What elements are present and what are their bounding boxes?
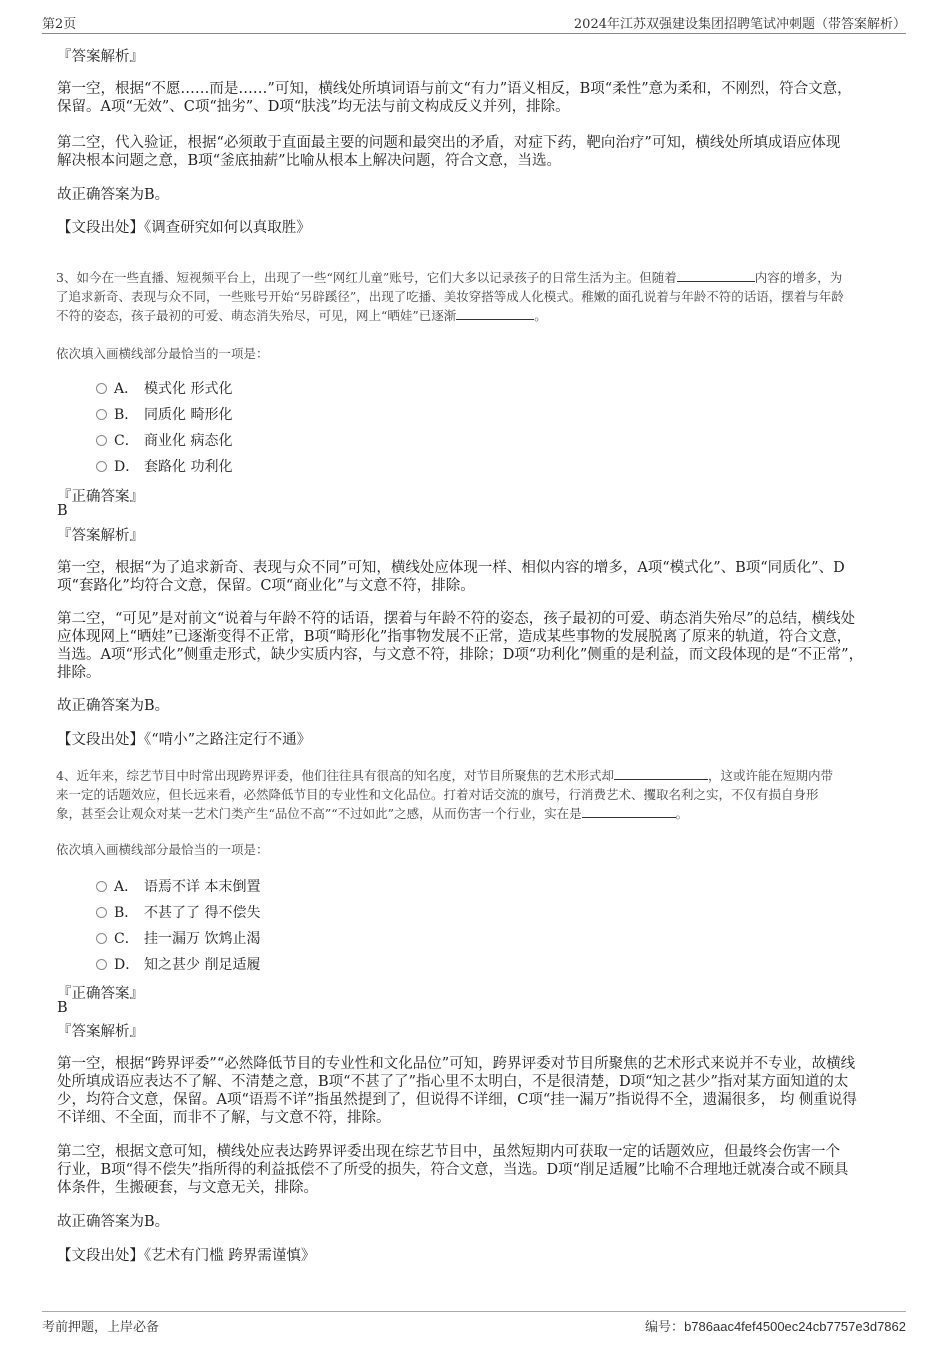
page-footer <box>42 1311 906 1336</box>
q4-correct-label: 『正确答案』 <box>57 986 144 1002</box>
radio-icon[interactable] <box>96 383 107 394</box>
page-header <box>42 11 906 34</box>
q3-conclusion: 故正确答案为B。 <box>57 698 170 714</box>
q4-analysis-para1: 第一空，根据“跨界评委”“必然降低节目的专业性和文化品位”可知，跨界评委对节目所聚焦的艺术形式来说并不专业，故横线 处所填成语应表达不了解、不清楚之意，B项“不甚了了”指心里不太明白，不是很清楚，D项“知之甚少”指对某方面知道的太 少，均符合文意，保留。A项“语焉不详”指虽然提到了，但说得不详细，C项“挂一漏万”指说得不全，遗漏很多， 均 侧重说得 不详细、不全面，而非不了解，与文意不符，排除。 <box>57 1056 857 1126</box>
radio-icon[interactable] <box>96 907 107 918</box>
q4-prompt: 依次填入画横线部分最恰当的一项是： <box>56 842 269 857</box>
q2-source: 【文段出处】《调查研究如何以真取胜》 <box>57 220 311 236</box>
q3-prompt: 依次填入画横线部分最恰当的一项是： <box>56 346 269 361</box>
q4-correct-value: B <box>57 1000 68 1016</box>
radio-icon[interactable] <box>96 461 107 472</box>
radio-icon[interactable] <box>96 933 107 944</box>
q3-correct-label: 『正确答案』 <box>57 489 144 505</box>
blank-1 <box>614 767 708 780</box>
q4-analysis-label: 『答案解析』 <box>57 1024 144 1040</box>
q4-stem: 4、近年来，综艺节目中时常出现跨界评委，他们往往具有很高的知名度，对节目所聚焦的艺术形式却 ，这或许能在短期内带 来一定的话题效应，但长远来看，必然降低节目的专业性和文化品位。打着对话交流的旗号，行消费艺术、攫取名利之实，不仅有损自身形 象，甚至会让观众对某一艺术门类产生“品位不高”“不过如此”之感，从而伤害一个行业，实在是 。 <box>56 768 833 821</box>
q4-source: 【文段出处】《艺术有门槛 跨界需谨慎》 <box>57 1248 316 1264</box>
document-code: 编号：b786aac4fef4500ec24cb7757e3d7862 <box>645 1319 906 1335</box>
radio-icon[interactable] <box>96 409 107 420</box>
q3-analysis-para2: 第二空，“可见”是对前文“说着与年龄不符的话语，摆着与年龄不符的姿态，孩子最初的可爱、萌态消失殆尽”的总结，横线处 应体现网上“晒娃”已逐渐变得不正常，B项“畸形化”指事物发展不正常，造成某些事物的发展脱离了原来的轨道，符合文意， 当选。A项“形式化”侧重走形式，缺少实质内容，与文意不符，排除；D项“功利化”侧重的是利益，而文段体现的是“不正常”， 排除。 <box>57 611 864 681</box>
q3-analysis-para1: 第一空，根据“为了追求新奇、表现与众不同”可知，横线处应体现一样、相似内容的增多，A项“模式化”、B项“同质化”、D 项“套路化”均符合文意，保留。C项“商业化”与文意不符，排除。 <box>57 560 845 594</box>
q4-analysis-para2: 第二空，根据文意可知，横线处应表达跨界评委出现在综艺节目中，虽然短期内可获取一定的话题效应，但最终会伤害一个 行业，B项“得不偿失”指所得的利益抵偿不了所受的损失，符合文意，当选。D项“削足适履”比喻不合理地迁就凑合或不顾具 体条件，生搬硬套，与文意无关，排除。 <box>57 1144 849 1196</box>
q2-analysis-para2: 第二空，代入验证，根据“必须敢于直面最主要的问题和最突出的矛盾，对症下药，靶向治疗”可知，横线处所填成语应体现 解决根本问题之意，B项“釜底抽薪”比喻从根本上解决问题，符合文意，当选。 <box>57 135 841 169</box>
q3-analysis-label: 『答案解析』 <box>57 528 144 544</box>
q2-analysis-para1: 第一空，根据“不愿……而是……”可知，横线处所填词语与前文“有力”语义相反，B项“柔性”意为柔和，不刚烈，符合文意， 保留。A项“无效”、C项“拙劣”、D项“肤浅”均无法与前文构成反义并列，排除。 <box>57 81 852 115</box>
q2-conclusion: 故正确答案为B。 <box>57 187 170 203</box>
q3-stem: 3、如今在一些直播、短视频平台上，出现了一些“网红儿童”账号，它们大多以记录孩子的日常生活为主。但随着 内容的增多，为 了追求新奇、表现与众不同，一些账号开始“另辟蹊径”，出现了吃播、美妆穿搭等成人化模式。稚嫩的面孔说着与年龄不符的话语，摆着与年龄 不符的姿态，孩子最初的可爱、萌态消失殆尽，可见，网上“晒娃”已逐渐 。 <box>56 270 844 323</box>
radio-icon[interactable] <box>96 435 107 446</box>
q4-conclusion: 故正确答案为B。 <box>57 1214 170 1230</box>
q3-source: 【文段出处】《“啃小”之路注定行不通》 <box>57 732 312 748</box>
footer-slogan: 考前押题，上岸必备 <box>42 1320 160 1335</box>
radio-icon[interactable] <box>96 881 107 892</box>
blank-1 <box>677 269 755 282</box>
document-title: 2024年江苏双强建设集团招聘笔试冲刺题（带答案解析） <box>573 17 906 32</box>
blank-2 <box>582 805 676 818</box>
q3-correct-value: B <box>57 503 68 519</box>
page-number: 第2页 <box>42 17 77 32</box>
q2-analysis-label: 『答案解析』 <box>57 49 144 65</box>
radio-icon[interactable] <box>96 959 107 970</box>
blank-2 <box>456 307 534 320</box>
